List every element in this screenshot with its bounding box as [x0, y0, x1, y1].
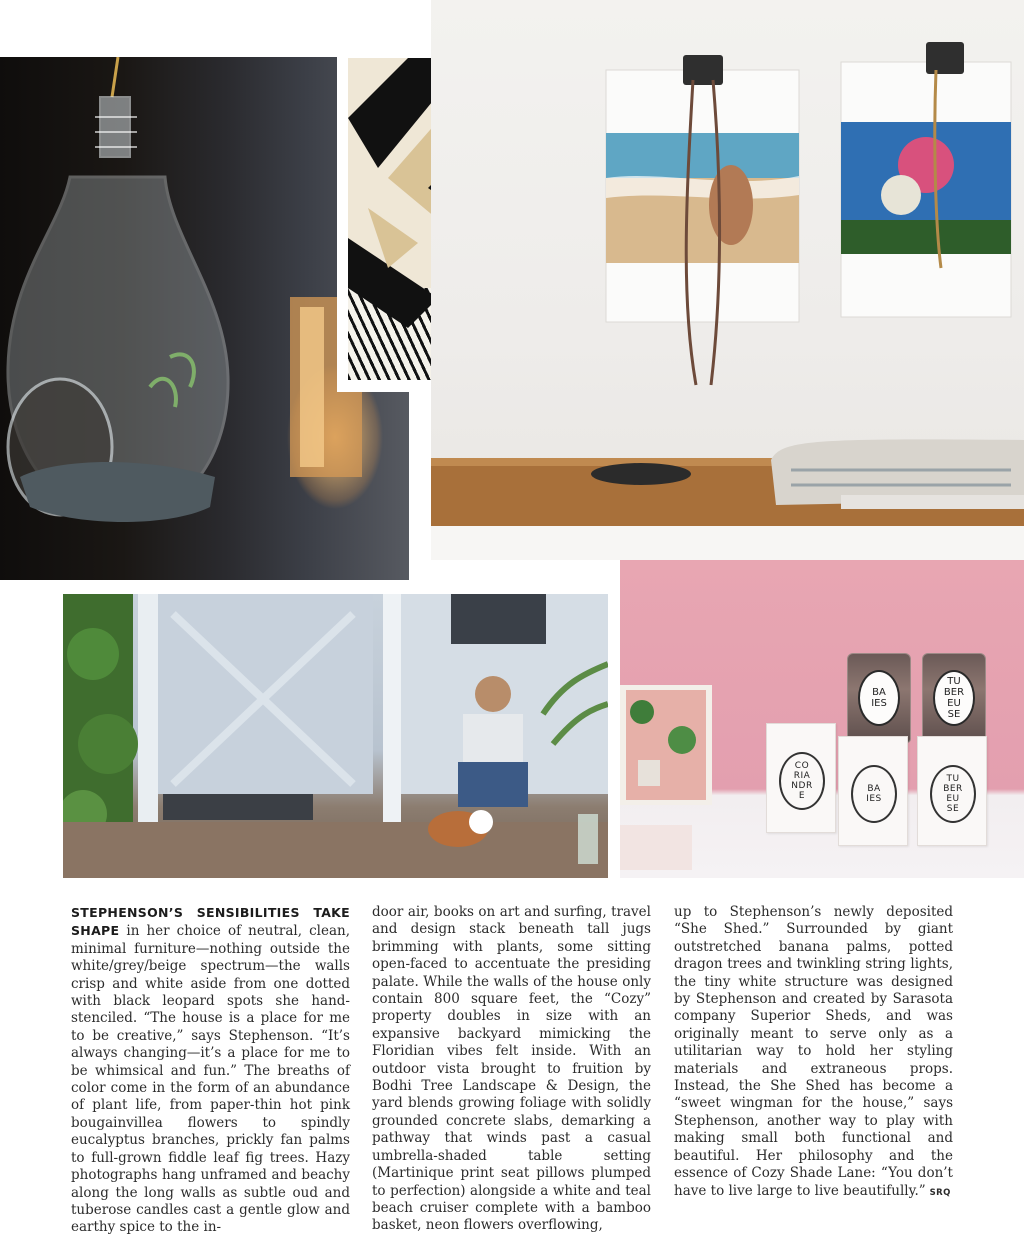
candle-box-coriandre-label: CO RIA NDR E — [779, 752, 825, 810]
candle-box-coriandre — [766, 723, 836, 833]
candle-jar-left-label: BA IES — [858, 670, 900, 726]
article-column-1-text: in her choice of neutral, clean, minimal furniture—nothing outside the white/grey/beige spectrum—the walls crisp and white aside from one dotted with black leopard spots she hand-stenciled. “The house is a place for me to be creative,” says Stephenson. “It’s always changing—it’s a place for me to be whimsical and fun.” The breaths of color come in the form of an abundance of plant life, from paper-thin hot pink bougainvillea flowers to spindly eucalyptus branches, prickly fan palms to full-grown fiddle leaf fig trees. Hazy photographs hang unframed and beachy along the long walls as subtle oud and tuberose candles cast a gentle glow and earthy spice to the in- — [71, 923, 350, 1236]
candle-box-tubereuse — [917, 736, 987, 846]
candle-box-baies-label: BA IES — [851, 765, 897, 823]
article-column-2 — [372, 904, 651, 1235]
article-column-3-text: up to Stephenson’s newly deposited “She Shed.” Surrounded by giant outstretched banana palms, potted dragon trees and twinkling string lights, the tiny white structure was designed by Stephenson and created by Sarasota company Superior Sheds, and was originally meant to serve only as a utilitarian way to hold her styling materials and extraneous props. Instead, the She Shed has become a “sweet wingman for the house,” says Stephenson, another way to play with making small both functional and beautiful. Her philosophy and the essence of Cozy Shade Lane: “You don’t have to live large to live beautifully.” — [674, 904, 953, 1199]
article-end-mark: SRQ — [929, 1187, 951, 1198]
porch-dog-illustration — [63, 594, 608, 878]
gallery-wall-illustration — [431, 0, 1024, 560]
article-column-3 — [674, 904, 953, 1202]
candle-jar-right — [922, 653, 986, 743]
article-lead-in: STEPHENSON’S SENSIBILITIES TAKE SHAPE — [71, 905, 350, 939]
porch-dog-photo — [63, 594, 608, 878]
candle-jar-right-label: TU BER EU SE — [933, 670, 975, 726]
candle-jar-left — [847, 653, 911, 743]
article-column-1 — [71, 904, 350, 1237]
gallery-wall-photo — [431, 0, 1024, 560]
candle-box-tubereuse-label: TU BER EU SE — [930, 765, 976, 823]
article-column-2-text: door air, books on art and surfing, travel and design stack beneath tall jugs brimming with plants, some sitting open-faced to accentuate the presiding palate. While the walls of the house only contain 800 square feet, the “Cozy” property doubles in size with an expansive backyard mimicking the Floridian vibes felt inside. With an outdoor vista brought to fruition by Bodhi Tree Landscape & Design, the yard blends growing foliage with solidly grounded concrete slabs, demarking a pathway that winds past a casual umbrella-shaded table setting (Martinique print seat pillows plumped to perfection) alongside a white and teal beach cruiser complete with a bamboo basket, neon flowers overflowing, — [372, 904, 651, 1234]
candle-box-baies — [838, 736, 908, 846]
candles-photo — [620, 560, 1024, 878]
